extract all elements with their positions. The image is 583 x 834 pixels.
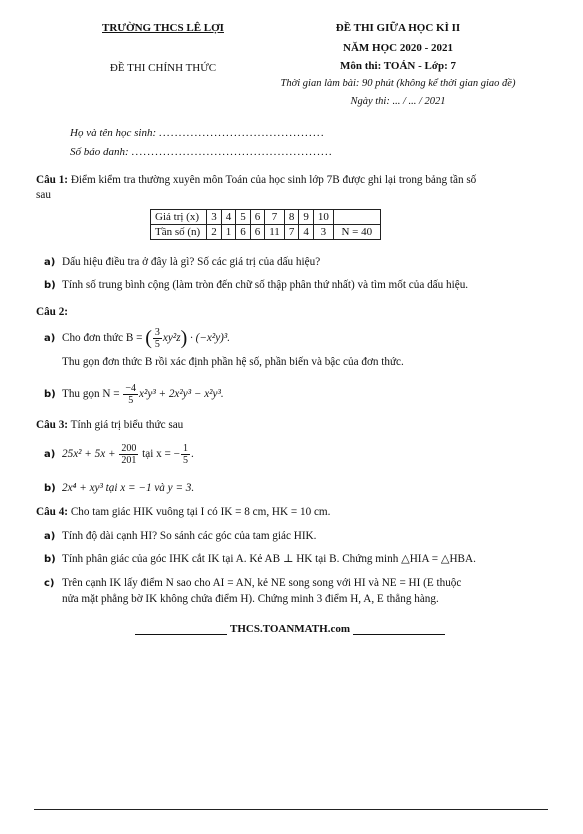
table-cell: 6 <box>236 225 251 240</box>
question-1 <box>36 173 556 203</box>
question-1b-text: Tính số trung bình cộng (làm tròn đến chữ số thập phân thứ nhất) và tìm mốt của dấu hiệu. <box>62 279 469 291</box>
footer-site: THCS.TOANMATH.com <box>230 623 350 635</box>
question-4a <box>44 529 559 544</box>
item-letter: a) <box>44 257 56 268</box>
question-1b <box>44 278 559 293</box>
monomial-part: xy²z <box>162 332 181 345</box>
table-row <box>151 210 381 225</box>
fraction-numerator: 3 <box>154 327 160 338</box>
student-name-line[interactable] <box>70 127 325 139</box>
table-cell: 3 <box>313 225 333 240</box>
table-cell: 7 <box>265 210 285 225</box>
question-2a-suffix: · (−x²y)³. <box>190 332 231 345</box>
question-4b <box>44 552 559 567</box>
question-4c-text: Trên cạnh IK lấy điểm N sao cho AI = AN, kẻ NE song song với HI và NE = HI (E thuộc <box>62 577 462 589</box>
question-2b <box>44 383 559 406</box>
question-3a-middle: tại x = − <box>142 448 180 461</box>
table-header-value: Giá trị (x) <box>151 210 207 225</box>
date-line: Ngày thi: ... / ... / 2021 <box>350 96 446 107</box>
item-letter: c) <box>44 578 55 589</box>
item-letter: a) <box>44 531 56 542</box>
fraction-denominator: 5 <box>182 455 188 466</box>
fraction-1-5 <box>181 443 190 466</box>
question-4a-text: Tính độ dài cạnh HI? So sánh các góc của tam giác HIK. <box>62 530 317 542</box>
question-1a <box>44 255 559 270</box>
question-3a <box>44 443 559 466</box>
question-3-text: Tính giá trị biểu thức sau <box>70 419 184 431</box>
subject-line: Môn thi: TOÁN - Lớp: 7 <box>339 60 456 72</box>
question-3-label: Câu 3: <box>36 419 69 431</box>
table-cell <box>333 210 380 225</box>
question-1-label: Câu 1: <box>36 174 69 186</box>
fraction-3-5 <box>153 327 162 350</box>
question-2-label: Câu 2: <box>36 306 69 318</box>
question-2b-suffix: x²y³ + 2x²y³ − x²y³. <box>139 388 224 401</box>
question-4c <box>44 576 559 591</box>
question-2a <box>44 327 559 350</box>
question-1-text-cont: sau <box>36 189 51 201</box>
student-id-line[interactable] <box>70 146 333 158</box>
table-header-frequency: Tần số (n) <box>151 225 207 240</box>
question-2a-prefix: Cho đơn thức B = <box>62 332 143 345</box>
item-letter: a) <box>44 449 56 461</box>
question-1-text: Điểm kiểm tra thường xuyên môn Toán của học sinh lớp 7B được ghi lại trong bảng tần số <box>70 174 477 186</box>
fraction-numerator: −4 <box>125 383 137 394</box>
table-cell: 8 <box>284 210 299 225</box>
question-3a-prefix: 25x² + 5x + <box>62 448 116 461</box>
table-cell: 11 <box>265 225 285 240</box>
table-cell: 3 <box>207 210 222 225</box>
official-label: ĐỀ THI CHÍNH THỨC <box>109 62 217 74</box>
student-name-dots: .......................................... <box>158 127 325 139</box>
table-cell: 7 <box>284 225 299 240</box>
fraction-denominator: 5 <box>128 395 134 406</box>
school-name: TRƯỜNG THCS LÊ LỢI <box>102 22 224 34</box>
table-cell: 2 <box>207 225 222 240</box>
footer-rule-right <box>353 634 445 635</box>
student-id-label: Số báo danh: <box>70 146 129 158</box>
table-cell: 6 <box>250 210 265 225</box>
frequency-table <box>150 209 381 240</box>
item-letter: b) <box>44 483 56 494</box>
fraction-neg4-5 <box>123 383 138 406</box>
table-cell: 10 <box>313 210 333 225</box>
footer-rule-left <box>135 634 227 635</box>
question-1a-text: Dấu hiệu điều tra ở đây là gì? Số các giá trị của dấu hiệu? <box>62 256 321 268</box>
bottom-divider <box>34 809 548 810</box>
question-4b-text: Tính phân giác của góc IHK cắt IK tại A. Kẻ AB ⊥ HK tại B. Chứng minh △HIA = △HBA. <box>62 553 476 565</box>
school-year: NĂM HỌC 2020 - 2021 <box>343 42 453 54</box>
fraction-denominator: 201 <box>121 455 137 466</box>
paren-open: ( <box>145 327 152 349</box>
table-cell: 4 <box>299 225 314 240</box>
fraction-numerator: 1 <box>182 443 188 454</box>
question-4 <box>36 505 556 520</box>
table-cell: 6 <box>250 225 265 240</box>
question-2 <box>36 305 556 320</box>
question-4-text: Cho tam giác HIK vuông tại I có IK = 8 cm, HK = 10 cm. <box>70 506 331 518</box>
item-letter: b) <box>44 554 56 565</box>
question-3b <box>44 481 559 496</box>
exam-title: ĐỀ THI GIỮA HỌC KÌ II <box>335 22 461 34</box>
question-2b-prefix: Thu gọn N = <box>62 388 120 401</box>
table-cell: 9 <box>299 210 314 225</box>
item-letter: b) <box>44 389 56 401</box>
table-cell: N = 40 <box>333 225 380 240</box>
item-letter: b) <box>44 280 56 291</box>
question-3 <box>36 418 556 433</box>
fraction-numerator: 200 <box>121 443 137 454</box>
question-3a-suffix: . <box>190 448 194 461</box>
table-cell: 4 <box>221 210 236 225</box>
time-line: Thời gian làm bài: 90 phút (không kể thời gian giao đề) <box>280 78 516 89</box>
footer <box>130 623 450 635</box>
item-letter: a) <box>44 333 56 345</box>
question-4c-line2: nửa mặt phẳng bờ IK không chứa điểm H). Chứng minh 3 điểm H, A, E thẳng hàng. <box>62 593 439 605</box>
student-id-dots: ................................................... <box>131 146 333 158</box>
table-cell: 5 <box>236 210 251 225</box>
student-name-label: Họ và tên học sinh: <box>70 127 157 139</box>
question-4-label: Câu 4: <box>36 506 69 518</box>
fraction-denominator: 5 <box>154 339 160 350</box>
question-2a-line2: Thu gọn đơn thức B rồi xác định phần hệ số, phần biến và bậc của đơn thức. <box>62 356 404 368</box>
question-3b-text: 2x⁴ + xy³ tại x = −1 và y = 3. <box>62 482 195 494</box>
fraction-200-201 <box>119 443 138 466</box>
table-row <box>151 225 381 240</box>
paren-close: ) <box>180 327 188 349</box>
table-cell: 1 <box>221 225 236 240</box>
